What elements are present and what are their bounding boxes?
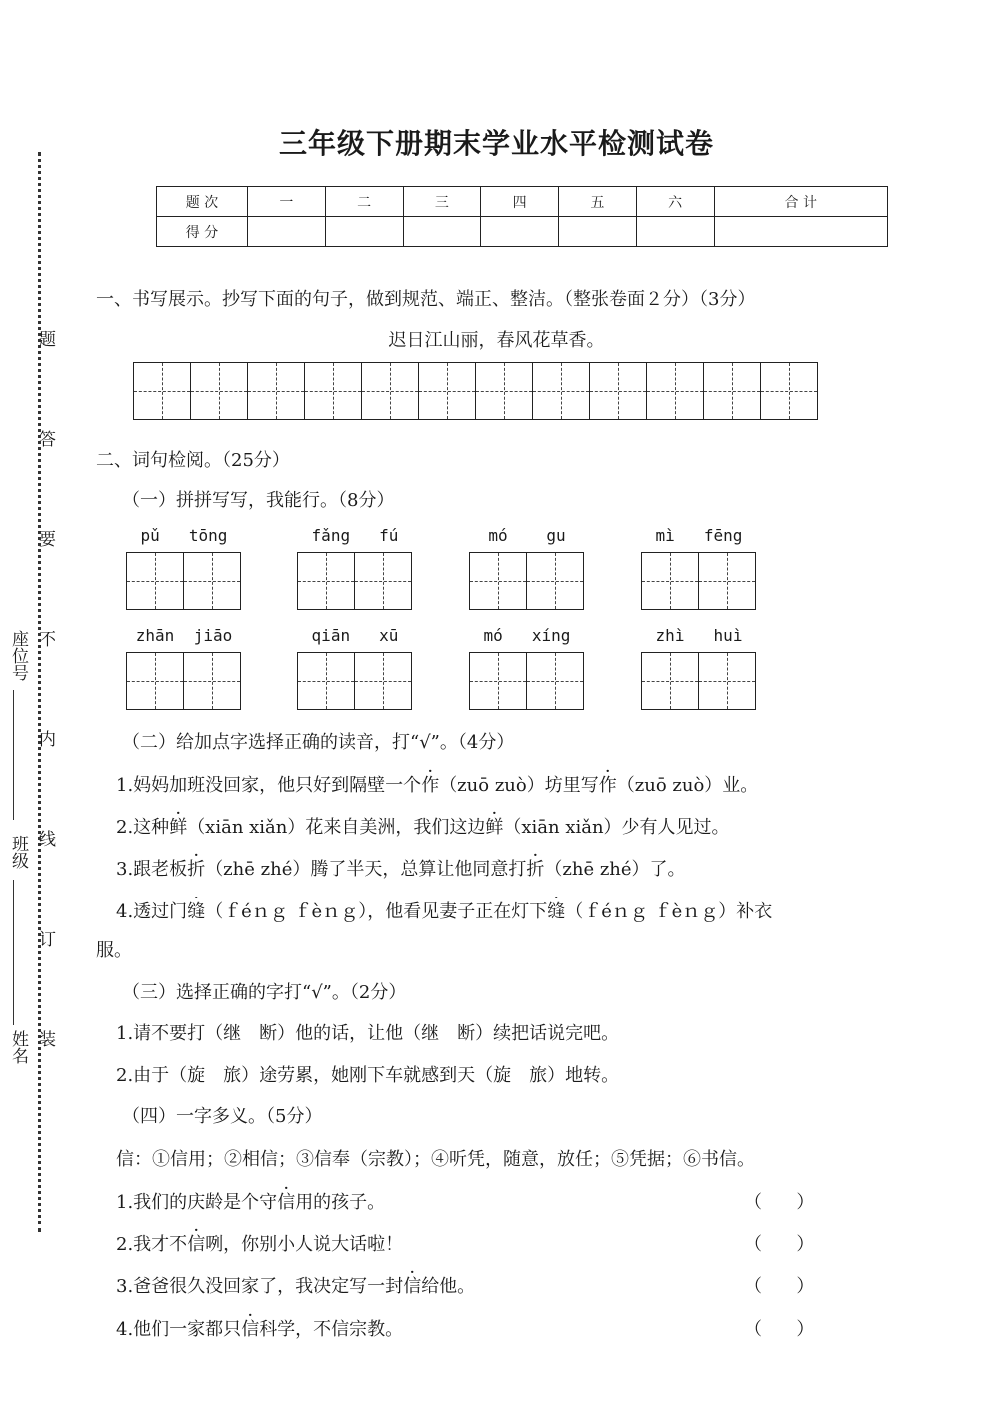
table-row (157, 217, 888, 247)
header-cell: 题 次 (157, 187, 248, 217)
name-field: 姓名 (8, 1030, 28, 1064)
grid-cell[interactable] (247, 362, 305, 420)
question-item-continuation: 服。 (96, 940, 132, 961)
pinyin: fēng (703, 526, 743, 545)
dotted-char: 折 (187, 859, 206, 880)
score-cell[interactable] (481, 217, 559, 247)
question-item: 1.请不要打（继 断）他的话，让他（继 断）续把话说完吧。 (116, 1023, 620, 1044)
grid-cell[interactable] (190, 362, 248, 420)
grid-cell[interactable] (361, 362, 419, 420)
answer-paren[interactable]: （ ） (744, 1234, 815, 1255)
grid-cell[interactable] (354, 552, 412, 610)
grid-cell[interactable] (133, 362, 191, 420)
pinyin-group (297, 526, 413, 610)
score-cell[interactable] (559, 217, 637, 247)
question-item: 2.我才不信咧，你别小人说大话啦！ (116, 1234, 404, 1255)
row-label: 得 分 (157, 217, 248, 247)
header-cell: 四 (481, 187, 559, 217)
binding-dotted-line (38, 152, 41, 1232)
pinyin: xū (379, 626, 399, 645)
header-cell: 二 (325, 187, 403, 217)
pinyin: zhān (135, 626, 175, 645)
pinyin: fǎng (311, 526, 351, 545)
sidebar-label: 订 (35, 930, 55, 947)
part3-heading: （三）选择正确的字打“√”。（2分） (122, 982, 407, 1003)
dotted-char: 折 (526, 859, 545, 880)
sidebar-label: 线 (35, 830, 55, 847)
dotted-char: 作 (598, 775, 617, 796)
sidebar-label: 装 (35, 1030, 55, 1047)
part1-heading: （一）拼拼写写，我能行。（8分） (122, 490, 395, 511)
grid-cell[interactable] (698, 652, 756, 710)
header-cell: 合 计 (714, 187, 888, 217)
grid-cell[interactable] (297, 552, 355, 610)
score-cell[interactable] (325, 217, 403, 247)
part4-heading: （四）一字多义。（5分） (122, 1106, 323, 1127)
pinyin-group (641, 626, 757, 710)
sidebar-label: 题 (35, 330, 55, 347)
grid-cell[interactable] (532, 362, 590, 420)
seat-line (13, 690, 14, 820)
grid-cell[interactable] (475, 362, 533, 420)
dotted-char: 鲜 (485, 817, 504, 838)
question-item: 1.妈妈加班没回家，他只好到隔壁一个作（zuō zuò）坊里写作（zuō zuò）业。 (116, 775, 759, 796)
grid-cell[interactable] (304, 362, 362, 420)
sidebar-label: 要 (35, 530, 55, 547)
seat-number-field: 座位号 (8, 630, 28, 681)
pinyin: qiān (311, 626, 351, 645)
pinyin: pǔ (140, 526, 160, 545)
pinyin-group (469, 626, 585, 710)
dotted-char: 信 (241, 1319, 260, 1340)
pinyin: jiāo (193, 626, 233, 645)
dotted-char: 鲜 (169, 817, 188, 838)
grid-cell[interactable] (297, 652, 355, 710)
table-row (157, 187, 888, 217)
pinyin-group (126, 626, 242, 710)
score-cell[interactable] (403, 217, 481, 247)
grid-cell[interactable] (641, 552, 699, 610)
question-item: 2.由于（旋 旅）途劳累，她刚下车就感到天（旋 旅）地转。 (116, 1065, 620, 1086)
grid-cell[interactable] (469, 652, 527, 710)
score-table (156, 186, 888, 247)
pinyin-group (641, 526, 757, 610)
grid-cell[interactable] (126, 552, 184, 610)
grid-cell[interactable] (760, 362, 818, 420)
score-cell[interactable] (714, 217, 888, 247)
pinyin: tōng (188, 526, 228, 545)
answer-paren[interactable]: （ ） (744, 1192, 815, 1213)
dotted-char: 信 (403, 1276, 422, 1297)
pinyin: huì (713, 626, 743, 645)
pinyin: zhì (655, 626, 685, 645)
score-cell[interactable] (636, 217, 714, 247)
question-item: 4.他们一家都只信科学，不信宗教。 (116, 1319, 404, 1340)
copy-sentence: 迟日江山丽，春风花草香。 (388, 330, 605, 351)
grid-cell[interactable] (126, 652, 184, 710)
pinyin: fú (379, 526, 399, 545)
grid-cell[interactable] (418, 362, 476, 420)
grid-cell[interactable] (183, 652, 241, 710)
dotted-char: 信 (187, 1234, 206, 1255)
grid-cell[interactable] (703, 362, 761, 420)
grid-cell[interactable] (183, 552, 241, 610)
class-field: 班级 (8, 835, 28, 869)
dotted-char: 缝 (547, 901, 566, 922)
sidebar-label: 不 (35, 630, 55, 647)
pinyin: mì (655, 526, 675, 545)
answer-paren[interactable]: （ ） (744, 1276, 815, 1297)
dotted-char: 信 (277, 1192, 296, 1213)
class-line (13, 880, 14, 1025)
answer-paren[interactable]: （ ） (744, 1319, 815, 1340)
section2-heading: 二、词句检阅。（25分） (96, 450, 290, 471)
question-item: 3.跟老板折（zhē zhé）腾了半天，总算让他同意打折（zhē zhé）了。 (116, 859, 686, 880)
header-cell: 一 (248, 187, 326, 217)
pinyin: gu (546, 526, 566, 545)
grid-cell[interactable] (354, 652, 412, 710)
grid-cell[interactable] (646, 362, 704, 420)
writing-grid[interactable] (133, 362, 818, 420)
pinyin: xíng (531, 626, 571, 645)
pinyin-group (469, 526, 585, 610)
question-item: 1.我们的庆龄是个守信用的孩子。 (116, 1192, 386, 1213)
pinyin: mó (488, 526, 508, 545)
grid-cell[interactable] (469, 552, 527, 610)
section1-heading: 一、书写展示。抄写下面的句子，做到规范、端正、整洁。（整张卷面２分）（3分） (96, 289, 756, 310)
pinyin-group (126, 526, 242, 610)
pinyin: mó (483, 626, 503, 645)
part2-heading: （二）给加点字选择正确的读音，打“√”。（4分） (122, 732, 515, 753)
grid-cell[interactable] (698, 552, 756, 610)
sidebar-label: 内 (35, 730, 55, 747)
page-title: 三年级下册期末学业水平检测试卷 (278, 127, 714, 160)
dotted-char: 作 (421, 775, 440, 796)
question-item: 3.爸爸很久没回家了，我决定写一封信给他。 (116, 1276, 476, 1297)
grid-cell[interactable] (526, 652, 584, 710)
definition-line: 信：①信用；②相信；③信奉（宗教）；④听凭，随意，放任；⑤凭据；⑥书信。 (116, 1149, 755, 1170)
grid-cell[interactable] (526, 552, 584, 610)
grid-cell[interactable] (589, 362, 647, 420)
header-cell: 三 (403, 187, 481, 217)
header-cell: 五 (559, 187, 637, 217)
grid-cell[interactable] (641, 652, 699, 710)
question-item: 4.透过门缝（ｆéｎｇ ｆèｎｇ），他看见妻子正在灯下缝（ｆéｎｇ ｆèｎｇ）补衣 (116, 901, 773, 922)
pinyin-group (297, 626, 413, 710)
sidebar-label: 答 (35, 430, 55, 447)
score-cell[interactable] (248, 217, 326, 247)
header-cell: 六 (636, 187, 714, 217)
dotted-char: 缝 (187, 901, 206, 922)
question-item: 2.这种鲜（xiān xiǎn）花来自美洲，我们这边鲜（xiān xiǎn）少有人见过。 (116, 817, 730, 838)
